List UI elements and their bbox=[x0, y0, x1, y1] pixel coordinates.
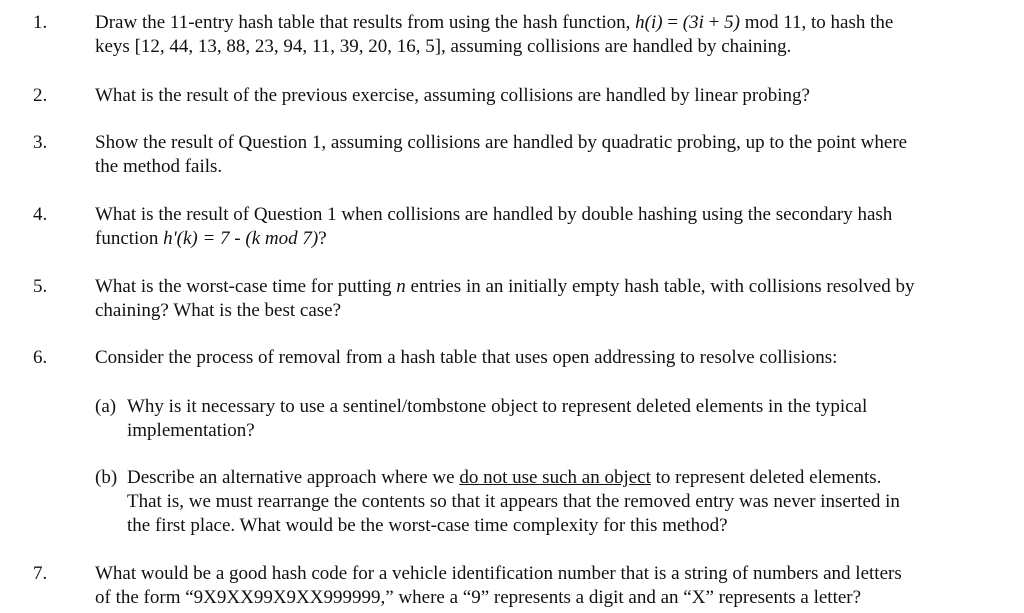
underlined-text: do not use such an object bbox=[459, 467, 651, 488]
text-line: Consider the process of removal from a hash table that uses open addressing to resolve collisions: bbox=[95, 347, 838, 368]
italic-text: 5) bbox=[724, 12, 740, 33]
text-line: What would be a good hash code for a vehicle identification number that is a string of numbers and letters bbox=[95, 563, 902, 584]
question-text bbox=[95, 11, 1000, 59]
subpart-label: (b) bbox=[95, 467, 118, 488]
question-number: 1. bbox=[33, 12, 48, 33]
text-line: the method fails. bbox=[95, 156, 223, 177]
text-line: What is the worst-case time for putting n entries in an initially empty hash table, with collisions resolved by bbox=[95, 276, 915, 297]
text-line: function h'(k) = 7 - (k mod 7)? bbox=[95, 228, 327, 249]
text-line: the first place. What would be the worst-case time complexity for this method? bbox=[127, 515, 728, 536]
text-line: chaining? What is the best case? bbox=[95, 300, 342, 321]
subpart-text bbox=[127, 466, 997, 538]
question-text bbox=[95, 275, 1000, 323]
subpart-text bbox=[127, 395, 997, 443]
question-number: 2. bbox=[33, 85, 48, 106]
question-text bbox=[95, 84, 1000, 108]
question-text bbox=[95, 346, 1000, 370]
italic-text: (3i bbox=[682, 12, 704, 33]
italic-text: h(i) bbox=[635, 12, 663, 33]
text-line: Why is it necessary to use a sentinel/tombstone object to represent deleted elements in the typical bbox=[127, 396, 868, 417]
italic-text: h'(k) = 7 - (k mod 7) bbox=[163, 228, 319, 249]
text-line: What is the result of the previous exercise, assuming collisions are handled by linear probing? bbox=[95, 85, 810, 106]
question-number: 4. bbox=[33, 204, 48, 225]
question-number: 7. bbox=[33, 563, 48, 584]
italic-text: n bbox=[396, 276, 406, 297]
question-text bbox=[95, 131, 1000, 179]
text-line: Draw the 11-entry hash table that results from using the hash function, h(i) = (3i + 5) mod 11, to hash the bbox=[95, 12, 894, 33]
text-line: of the form “9X9XX99X9XX999999,” where a “9” represents a digit and an “X” represents a letter? bbox=[95, 587, 862, 608]
text-line: Describe an alternative approach where we do not use such an object to represent deleted elements. bbox=[127, 467, 882, 488]
question-number: 3. bbox=[33, 132, 48, 153]
text-line: Show the result of Question 1, assuming collisions are handled by quadratic probing, up to the point where bbox=[95, 132, 908, 153]
question-text bbox=[95, 562, 1000, 610]
text-line: keys [12, 44, 13, 88, 23, 94, 11, 39, 20, 16, 5], assuming collisions are handled by chaining. bbox=[95, 36, 792, 57]
subpart-label: (a) bbox=[95, 396, 117, 417]
question-text bbox=[95, 203, 1000, 251]
text-line: What is the result of Question 1 when collisions are handled by double hashing using the secondary hash bbox=[95, 204, 893, 225]
question-number: 6. bbox=[33, 347, 48, 368]
text-line: That is, we must rearrange the contents so that it appears that the removed entry was never inserted in bbox=[127, 491, 900, 512]
question-number: 5. bbox=[33, 276, 48, 297]
text-line: implementation? bbox=[127, 420, 255, 441]
